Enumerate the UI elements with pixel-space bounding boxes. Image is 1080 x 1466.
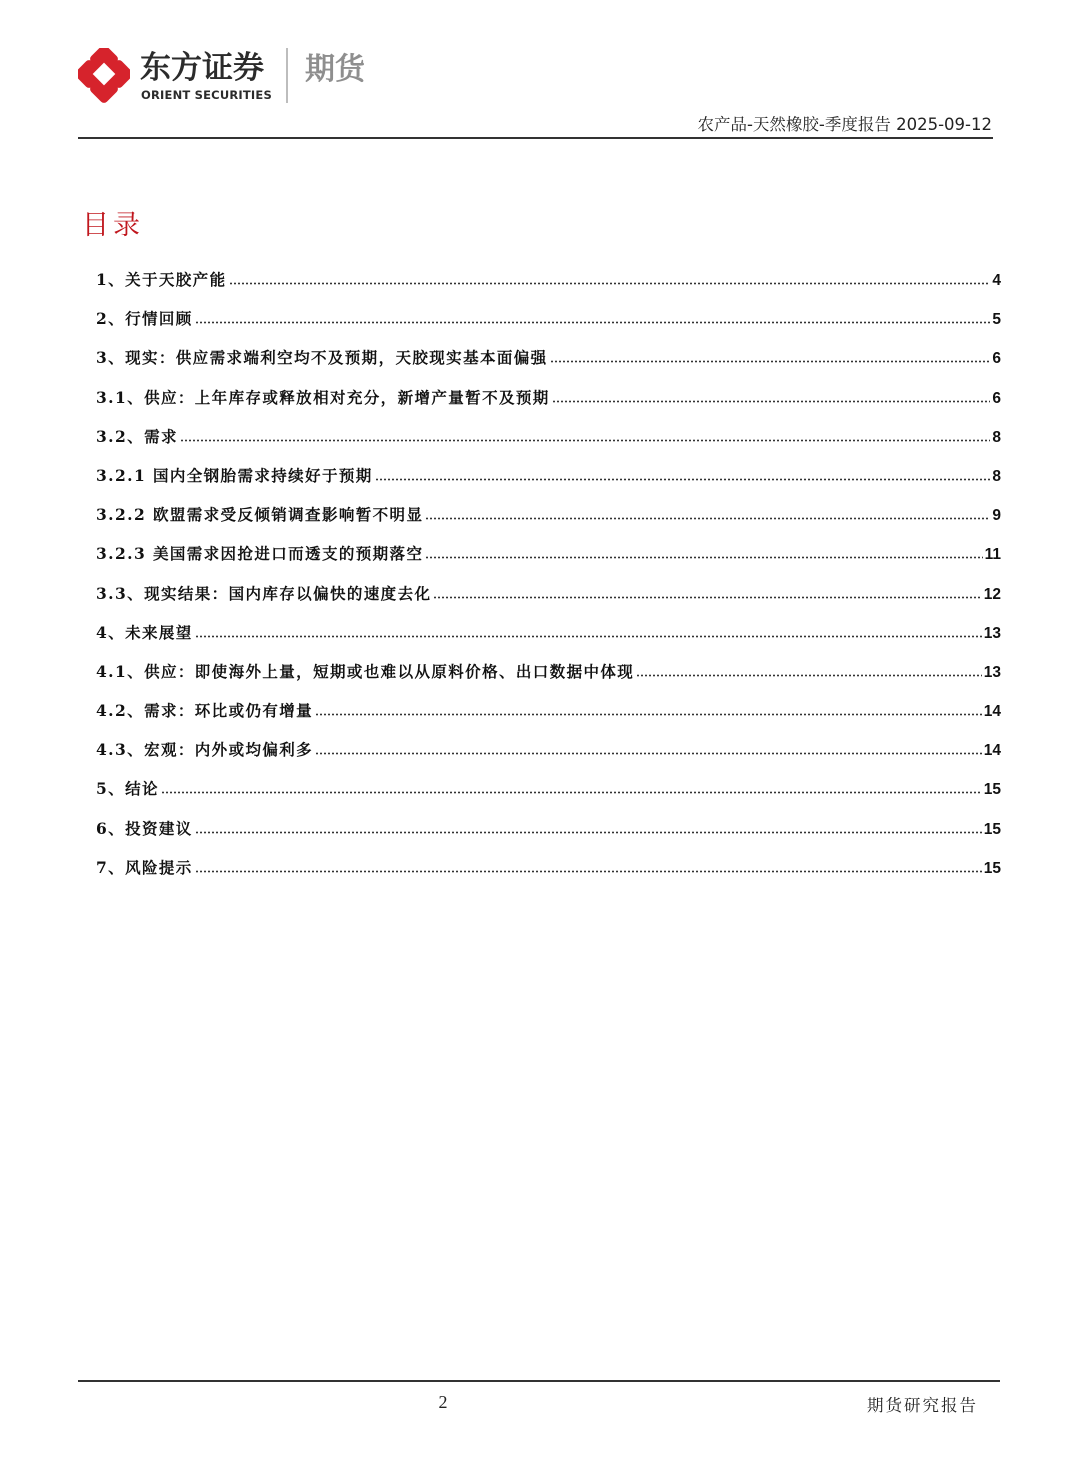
toc-entry[interactable] xyxy=(96,856,1001,895)
toc-entry-label: 4.1、供应：即使海外上量，短期或也难以从原料价格、出口数据中体现 xyxy=(96,661,635,681)
toc-entry-label: 3.2.3 美国需求因抢进口而透支的预期落空 xyxy=(96,544,424,564)
toc-leader-dots xyxy=(550,353,991,363)
toc-leader-dots xyxy=(315,745,982,755)
toc-leader-dots xyxy=(195,628,982,638)
toc-entry-label: 6、投资建议 xyxy=(96,818,193,838)
toc-leader-dots xyxy=(195,824,982,834)
toc-entry-page: 4 xyxy=(992,272,1001,289)
toc-entry-label: 3.3、现实结果：国内库存以偏快的速度去化 xyxy=(96,583,432,603)
toc-entry-page: 9 xyxy=(992,507,1001,525)
toc-leader-dots xyxy=(433,589,981,599)
brand-division: 期货 xyxy=(305,52,365,87)
toc-entry-page: 6 xyxy=(992,389,1001,407)
toc-entry[interactable] xyxy=(96,307,1001,346)
toc-entry[interactable] xyxy=(96,817,1001,856)
toc-leader-dots xyxy=(315,706,982,716)
toc-entry-page: 15 xyxy=(983,781,1001,799)
toc-entry-label: 3、现实：供应需求端利空均不及预期，天胶现实基本面偏强 xyxy=(96,348,548,368)
toc-entry-page: 14 xyxy=(983,703,1001,721)
toc-entry[interactable] xyxy=(96,503,1001,542)
table-of-contents xyxy=(96,268,1001,895)
toc-leader-dots xyxy=(180,432,991,442)
toc-entry-label: 3.2.2 欧盟需求受反倾销调查影响暂不明显 xyxy=(96,505,424,525)
toc-leader-dots xyxy=(552,393,991,403)
toc-entry[interactable] xyxy=(96,386,1001,425)
toc-entry[interactable] xyxy=(96,346,1001,385)
toc-entry[interactable] xyxy=(96,542,1001,581)
toc-entry-page: 8 xyxy=(992,467,1001,485)
toc-entry-label: 7、风险提示 xyxy=(96,857,193,877)
brand-name-en: ORIENT SECURITIES xyxy=(141,88,272,102)
header-divider xyxy=(78,137,993,139)
orient-securities-logo-icon xyxy=(78,48,130,104)
toc-entry-page: 6 xyxy=(992,350,1001,368)
brand-name-cn: 东方证券 xyxy=(140,50,264,86)
toc-leader-dots xyxy=(636,667,982,677)
toc-entry[interactable] xyxy=(96,777,1001,816)
logo-divider xyxy=(286,48,288,103)
toc-leader-dots xyxy=(425,510,990,520)
toc-entry-label: 2、行情回顾 xyxy=(96,309,193,329)
toc-entry-label: 5、结论 xyxy=(96,779,159,799)
report-info: 农产品-天然橡胶-季度报告 2025-09-12 xyxy=(697,115,992,134)
toc-leader-dots xyxy=(195,863,982,873)
toc-entry[interactable] xyxy=(96,738,1001,777)
toc-entry-label: 3.2.1 国内全钢胎需求持续好于预期 xyxy=(96,465,373,485)
toc-entry-page: 5 xyxy=(992,311,1001,329)
toc-entry-page: 14 xyxy=(983,742,1001,760)
toc-entry-label: 4.2、需求：环比或仍有增量 xyxy=(96,701,314,721)
toc-leader-dots xyxy=(425,549,982,559)
page-number: 2 xyxy=(438,1392,448,1412)
toc-leader-dots xyxy=(195,314,991,324)
toc-entry[interactable] xyxy=(96,464,1001,503)
toc-entry-label: 1、关于天胶产能 xyxy=(96,270,227,289)
toc-leader-dots xyxy=(229,275,991,285)
toc-entry[interactable] xyxy=(96,582,1001,621)
toc-entry-label: 4、未来展望 xyxy=(96,622,193,642)
toc-entry-label: 3.2、需求 xyxy=(96,426,178,446)
toc-entry-page: 15 xyxy=(983,859,1001,877)
toc-leader-dots xyxy=(375,471,991,481)
toc-entry-page: 13 xyxy=(983,663,1001,681)
toc-entry-page: 13 xyxy=(983,624,1001,642)
footer-divider xyxy=(78,1380,1000,1382)
toc-entry-label: 4.3、宏观：内外或均偏利多 xyxy=(96,740,314,760)
toc-entry-page: 12 xyxy=(983,585,1001,603)
toc-entry-label: 3.1、供应：上年库存或释放相对充分，新增产量暂不及预期 xyxy=(96,387,550,407)
toc-entry[interactable] xyxy=(96,268,1001,307)
toc-entry[interactable] xyxy=(96,660,1001,699)
toc-leader-dots xyxy=(161,784,982,794)
toc-entry[interactable] xyxy=(96,621,1001,660)
toc-entry-page: 8 xyxy=(992,428,1001,446)
footer-doc-type: 期货研究报告 xyxy=(867,1396,978,1415)
toc-entry[interactable] xyxy=(96,425,1001,464)
toc-entry-page: 15 xyxy=(983,820,1001,838)
toc-entry-page: 11 xyxy=(984,546,1001,564)
toc-title: 目录 xyxy=(82,210,144,241)
toc-entry[interactable] xyxy=(96,699,1001,738)
